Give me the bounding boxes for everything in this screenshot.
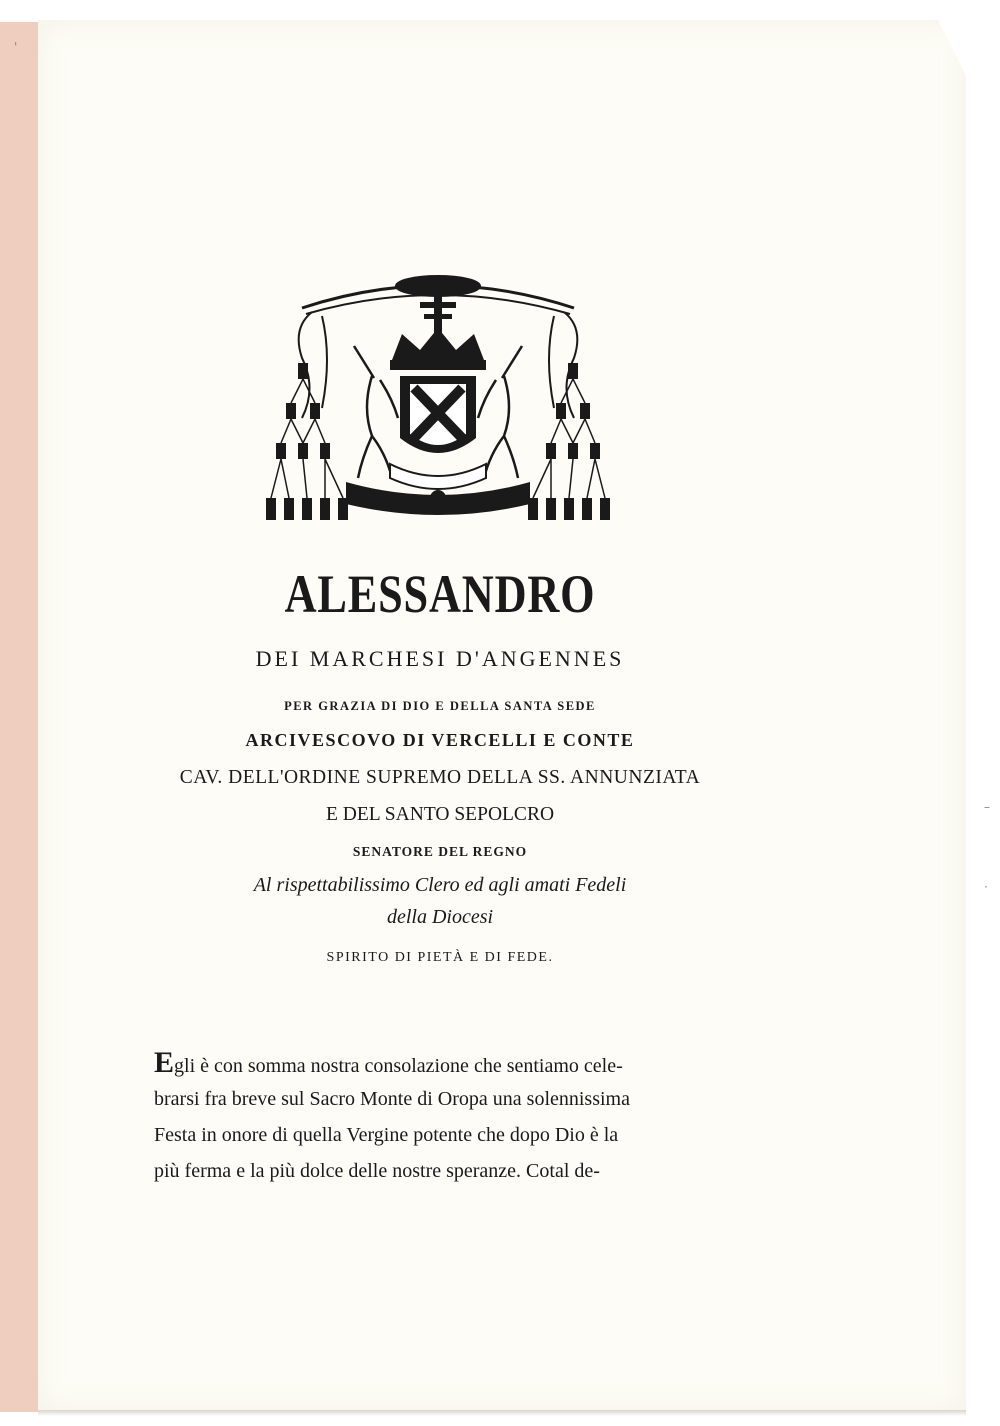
- margin-mark: –: [984, 800, 990, 814]
- family-line: DEI MARCHESI D'ANGENNES: [255, 646, 625, 671]
- order-line: CAV. DELL'ORDINE SUPREMO DELLA SS. ANNUNZIATA: [179, 767, 701, 788]
- sepulchre-line: E DEL SANTO SEPOLCRO: [325, 804, 555, 825]
- grace-line: PER GRAZIA DI DIO E DELLA SANTA SEDE: [284, 699, 596, 713]
- body-line-1: brarsi fra breve sul Sacro Monte di Oropa una solennissima: [154, 1088, 630, 1110]
- body-line: [154, 1153, 734, 1189]
- address-line-1: Al rispettabilissimo Clero ed agli amati Fedeli: [253, 874, 627, 896]
- shield-icon: [400, 376, 476, 453]
- body-line: [154, 1045, 734, 1081]
- body-line-3: più ferma e la più dolce delle nostre speranze. Cotal de-: [154, 1160, 600, 1182]
- crown-icon: [390, 328, 486, 370]
- order-collar-icon: [430, 490, 446, 506]
- archbishop-name-heading: ALESSANDRO: [284, 564, 596, 624]
- margin-mark: ·: [984, 880, 988, 894]
- document-page: [38, 20, 966, 1412]
- address-line-2: della Diocesi: [386, 906, 494, 928]
- coat-of-arms-image: [262, 268, 614, 530]
- body-line-0: [154, 1045, 623, 1081]
- body-line: [154, 1117, 734, 1153]
- page-shadow: [38, 1410, 966, 1416]
- greeting-line: SPIRITO DI PIETÀ E DI FEDE.: [326, 950, 554, 965]
- margin-mark: ': [14, 40, 18, 54]
- underlying-page-edge: [0, 22, 41, 1412]
- body-paragraph: [154, 1045, 734, 1189]
- drop-cap: E: [154, 1046, 175, 1079]
- body-line-2: Festa in onore di quella Vergine potente che dopo Dio è la: [154, 1124, 619, 1146]
- body-line: [154, 1081, 734, 1117]
- archbishop-title-line: ARCIVESCOVO DI VERCELLI E CONTE: [245, 730, 635, 750]
- body-line-0-text: gli è con somma nostra consolazione che sentiamo cele-: [174, 1055, 623, 1077]
- senator-line: SENATORE DEL REGNO: [352, 844, 528, 859]
